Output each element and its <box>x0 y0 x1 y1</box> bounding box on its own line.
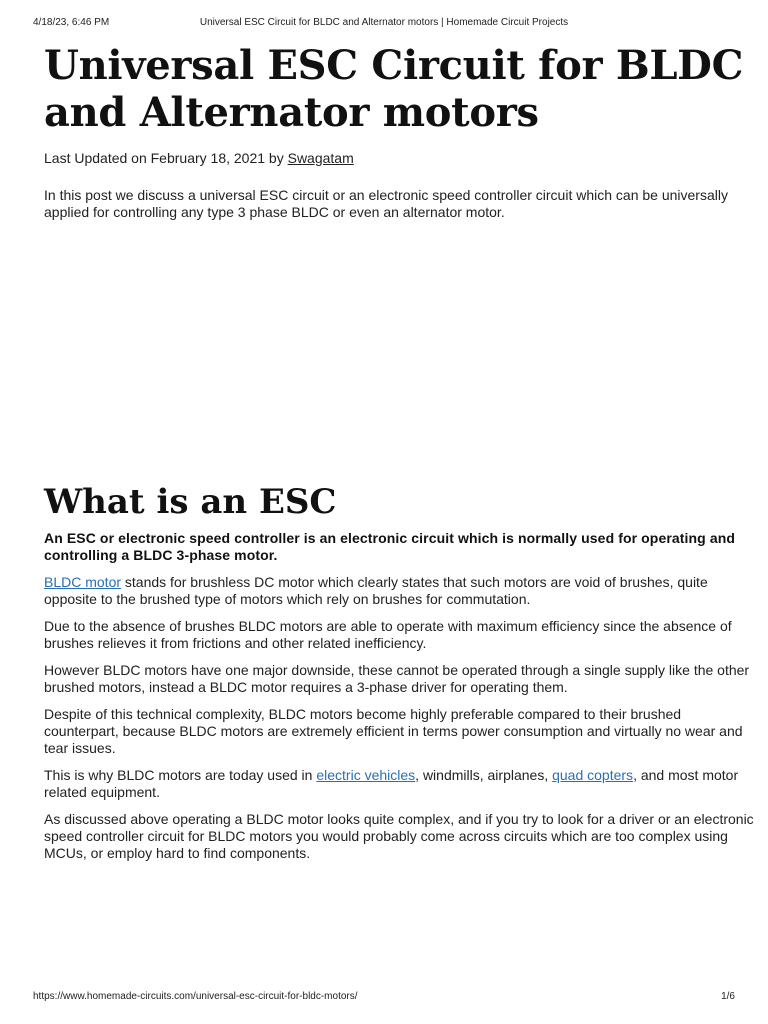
article-meta <box>44 150 764 167</box>
author-link[interactable]: Swagatam <box>287 150 354 166</box>
section-body <box>44 530 764 872</box>
quad-copters-link[interactable]: quad copters <box>552 767 634 783</box>
print-footer <box>33 991 735 1005</box>
print-date: 4/18/23, 6:46 PM <box>33 17 110 28</box>
print-page-title: Universal ESC Circuit for BLDC and Alternator motors | Homemade Circuit Projects <box>199 17 569 28</box>
article <box>44 42 764 861</box>
section-heading: What is an ESC <box>44 482 337 522</box>
paragraph-text: stands for brushless DC motor which clearly states that such motors are void of brushes, quite opposite to the brushed type of motors which rely on brushes for commutation. <box>44 574 708 607</box>
print-header <box>33 17 735 31</box>
print-url: https://www.homemade-circuits.com/universal-esc-circuit-for-bldc-motors/ <box>33 991 358 1002</box>
paragraph-text: , and most motor related equipment. <box>44 767 739 800</box>
last-updated-text: Last Updated on February 18, 2021 by <box>44 150 288 166</box>
intro-paragraph: In this post we discuss a universal ESC circuit or an electronic speed controller circuit which can be universally applied for controlling any type 3 phase BLDC or even an alternator motor. <box>44 187 728 220</box>
paragraph-driver: As discussed above operating a BLDC motor looks quite complex, and if you try to look for a driver or an electronic speed controller circuit for BLDC motors you would probably come across circuits which are too complex using MCUs, or employ hard to find components. <box>44 811 754 861</box>
paragraph-text: , windmills, airplanes, <box>415 767 553 783</box>
electric-vehicles-link[interactable]: electric vehicles <box>316 767 416 783</box>
article-title: Universal ESC Circuit for BLDC and Alternator motors <box>44 42 744 136</box>
page-number: 1/6 <box>721 991 735 1002</box>
lead-paragraph: An ESC or electronic speed controller is an electronic circuit which is normally used for operating and controlling a BLDC 3-phase motor. <box>44 530 736 563</box>
paragraph-downside: However BLDC motors have one major downside, these cannot be operated through a single supply like the other brushed motors, instead a BLDC motor requires a 3-phase driver for operating them. <box>44 662 750 695</box>
paragraph-bldc-motor <box>44 574 756 608</box>
bldc-motor-link[interactable]: BLDC motor <box>44 574 122 590</box>
paragraph-complexity: Despite of this technical complexity, BLDC motors become highly preferable compared to their brushed counterpart, because BLDC motors are extremely efficient in terms power consumption and virtually no wear and tear issues. <box>44 706 743 756</box>
paragraph-applications <box>44 767 756 801</box>
paragraph-efficiency: Due to the absence of brushes BLDC motors are able to operate with maximum efficiency since the absence of brushes relieves it from frictions and other related inefficiency. <box>44 618 732 651</box>
paragraph-text: This is why BLDC motors are today used in <box>44 767 317 783</box>
